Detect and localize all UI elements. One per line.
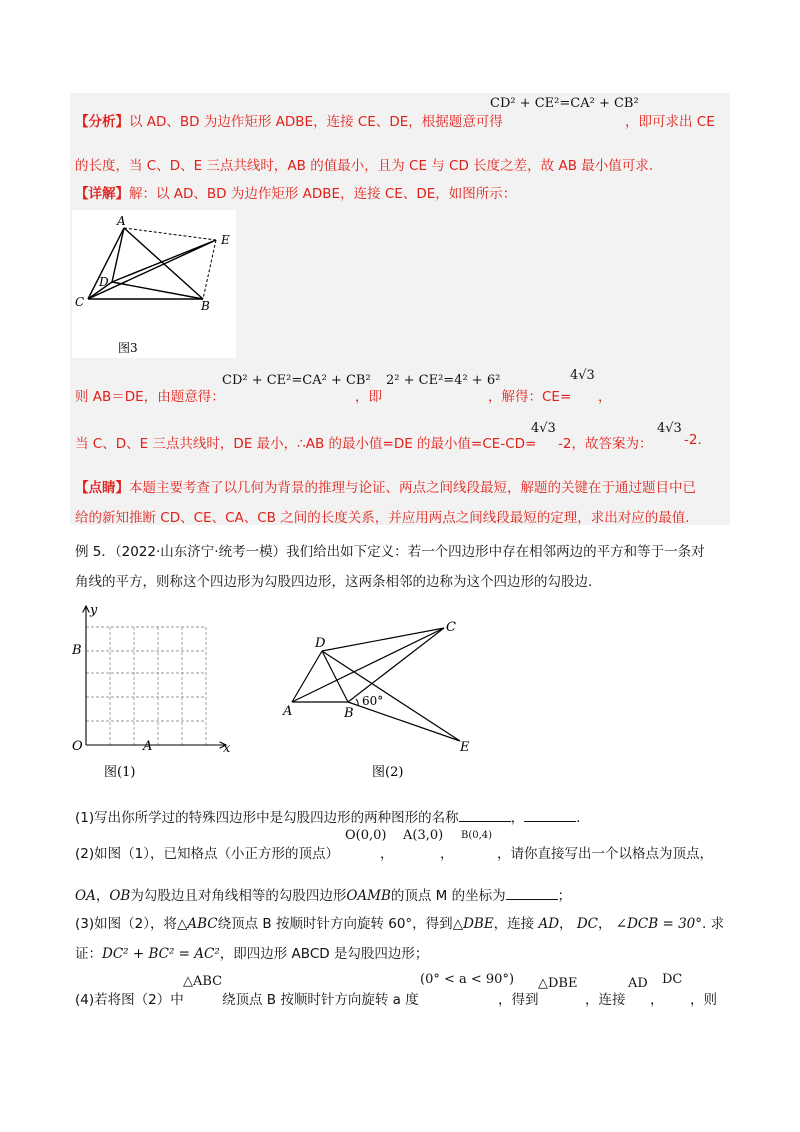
analysis-line-2: 的长度，当 C、D、E 三点共线时，AB 的值最小，且为 CE 与 CD 长度之差，故 AB 最小值可求. [75,158,654,174]
example-line-1: 例 5．（2022·山东济宁·统考一模）我们给出如下定义：若一个四边形中存在相邻两边的平方和等于一条对 [75,544,705,560]
question-1: (1)写出你所学过的特殊四边形中是勾股四边形的两种图形的名称 ， . [75,810,581,826]
analysis-line-1-end: ，即可求出 CE [625,114,715,130]
angle-label: 60° [362,694,384,708]
figure-3-caption: 图3 [118,341,138,355]
question-3-line-1: (3)如图（2），将△ABC绕顶点 B 按顺时针方向旋转 60°，得到△DBE，连接 AD， DC， ∠DCB = 30°. 求 [75,916,725,932]
detail-line-3-c: -2. [684,432,702,448]
point-label-b: B [201,299,210,313]
detail-formula-3: 4√3 [570,368,595,383]
point-b-coord: B(0,4) [461,830,493,841]
y-axis-label: y [90,603,98,618]
analysis-formula: CD² + CE²=CA² + CB² [490,96,639,111]
question-4-line-1-b: 绕顶点 B 按顺时针方向旋转 a 度 [222,992,419,1008]
figure-2 [278,615,488,785]
point-label-d: D [315,636,326,651]
segment-de [322,651,460,741]
point-label-a: A [143,739,153,754]
question-4-line-1-c: ，得到 [498,992,539,1008]
point-label-c: C [75,295,85,309]
question-4-line-1-a: (4)若将图（2）中 [75,992,184,1008]
detail-line-2-a: 则 AB＝DE，由题意得： [75,389,225,405]
point-label-d: D [99,275,109,289]
comment-line-1: 【点睛】本题主要考查了以几何为背景的推理与论证、两点之间线段最短，解题的关键在于通过题目中已 [75,480,696,496]
question-2-line-1: (2)如图（1），已知格点（小正方形的顶点） [75,846,339,862]
question-2-comma-1: ， [380,846,394,862]
answer-blank-2[interactable] [506,887,558,900]
detail-formula-2: 2² + CE²=4² + 6² [386,373,501,388]
figure-2-caption: 图(2) [372,765,404,780]
point-a-coord: A(3,0) [403,828,444,843]
segment-db [112,282,203,299]
point-label-b: B [344,706,354,721]
detail-line-1: 【详解】解：以 AD、BD 为边作矩形 ADBE，连接 CE、DE，如图所示： [75,186,517,202]
point-label-b: B [72,643,82,658]
point-label-a: A [283,704,293,719]
detail-line-3-b: -2，故答案为： [558,436,653,452]
detail-formula-1: CD² + CE²=CA² + CB² [222,373,371,388]
figure-1 [68,600,248,790]
segment-dc-label: DC [662,972,683,987]
figure-3 [72,210,236,358]
triangle-dbe-label: △DBE [538,976,578,991]
segment-ad-label: AD [628,976,648,991]
question-4-line-1-e: ，则 [690,992,717,1008]
comment-line-2: 给的新知推断 CD、CE、CA、CB 之间的长度关系，并应用两点之间线段最短的定理，求出对应的最值. [75,510,690,526]
detail-formula-5: 4√3 [657,421,682,436]
answer-blank-1b[interactable] [524,809,576,822]
x-axis-label: x [223,741,231,756]
segment-de [112,240,216,282]
detail-line-3-a: 当 C、D、E 三点共线时，DE 最小，∴AB 的最小值=DE 的最小值=CE-CD= [75,436,537,452]
answer-blank-1a[interactable] [459,809,511,822]
triangle-abc-label: △ABC [183,974,223,989]
segment-ad [112,228,124,282]
question-4-comma: ， [650,992,664,1008]
example-line-2: 角线的平方，则称这个四边形为勾股四边形，这两条相邻的边称为这个四边形的勾股边. [75,574,593,590]
segment-eb-dashed [203,240,216,299]
segment-ae-dashed [124,228,216,240]
question-4-line-1-d: ，连接 [585,992,626,1008]
question-2-comma-2: ， [440,846,454,862]
point-label-e: E [460,740,470,755]
detail-line-2-c: ，解得：CE= [488,389,572,405]
question-2-line-1-end: ，请你直接写出一个以格点为顶点， [497,846,713,862]
figure-3-diagram [72,210,236,358]
point-label-a: A [117,214,126,228]
question-3-line-2: 证：DC² + BC² = AC²，即四边形 ABCD 是勾股四边形； [75,946,429,962]
question-2-line-2: OA，OB为勾股边且对角线相等的勾股四边形OAMB的顶点 M 的坐标为 ； [75,888,572,904]
segment-bc [348,628,444,702]
detail-line-2-d: ， [598,389,612,405]
figure-1-caption: 图(1) [104,765,136,780]
point-label-c: C [446,620,456,635]
origin-label: O [72,739,83,754]
point-label-e: E [221,233,230,247]
analysis-line-1: 【分析】以 AD、BD 为边作矩形 ADBE，连接 CE、DE，根据题意可得 [75,114,503,130]
segment-dc [322,628,444,651]
detail-formula-4: 4√3 [531,421,556,436]
angle-range: (0° < a < 90°) [420,972,515,987]
point-o-coord: O(0,0) [345,828,387,843]
detail-line-2-b: ，即 [355,389,382,405]
